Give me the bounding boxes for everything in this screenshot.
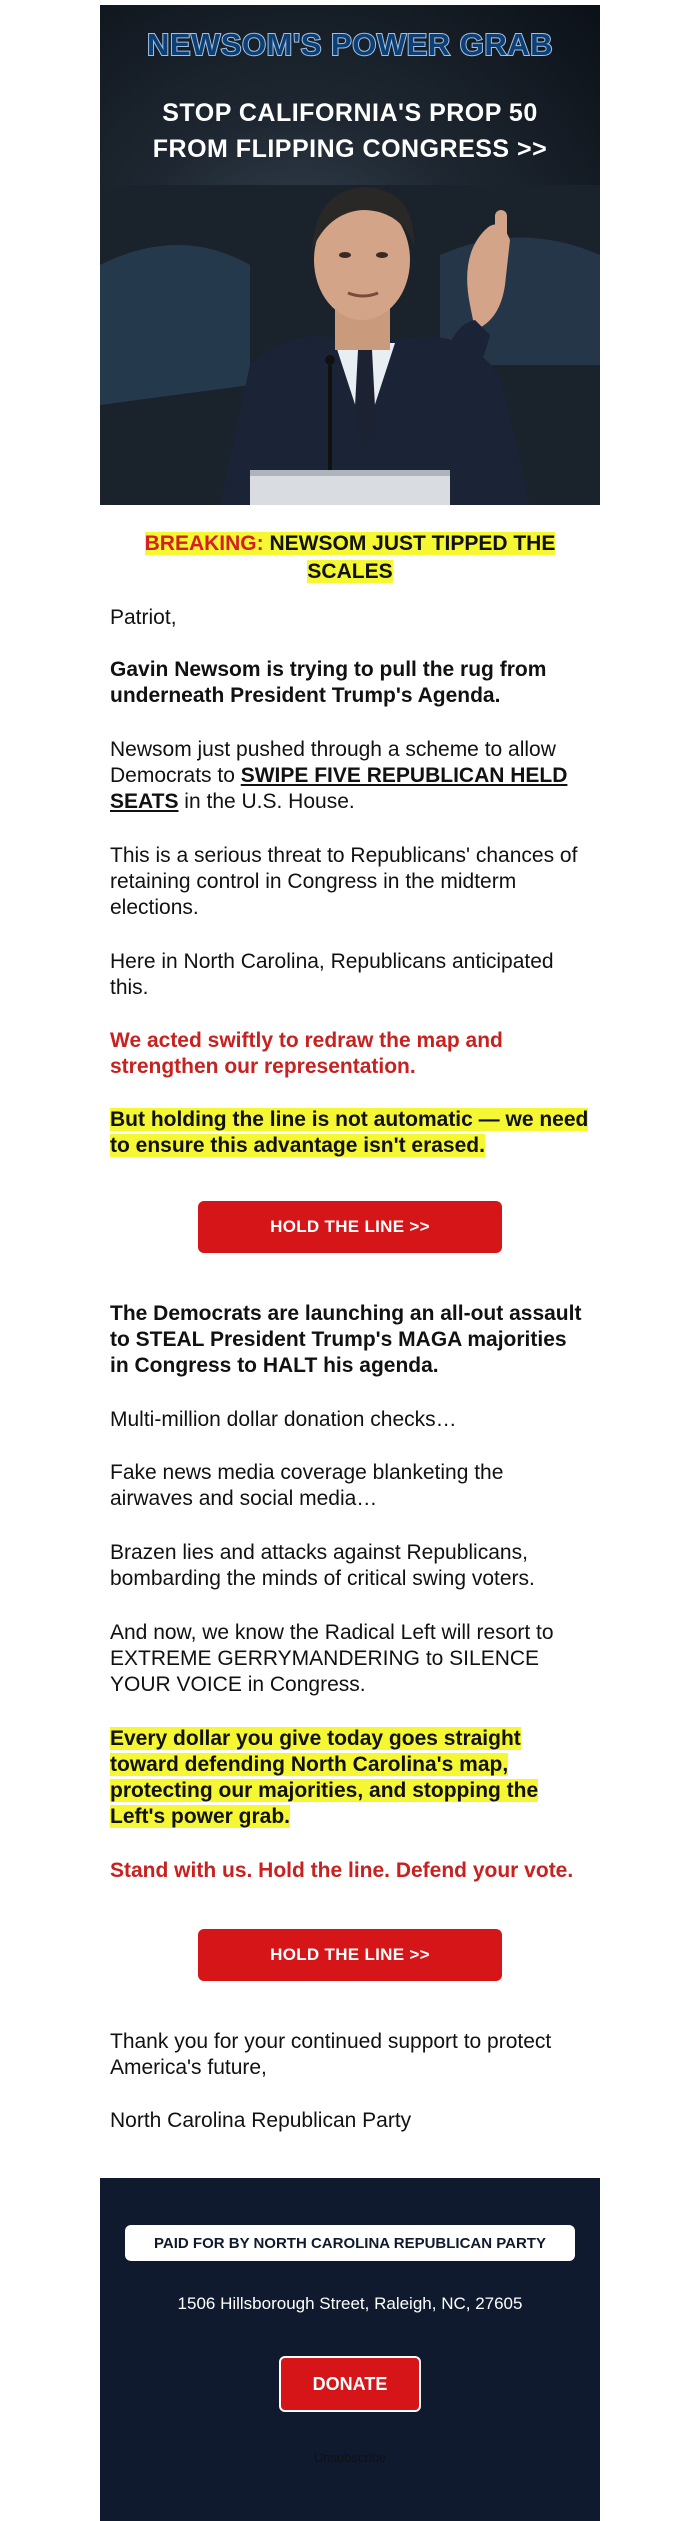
paragraph-12: Every dollar you give today goes straight toward defending North Carolina's map, protecting our majorities, and stopping the Left's power grab.	[110, 1727, 539, 1828]
breaking-headline	[100, 530, 600, 586]
paragraph-10: Brazen lies and attacks against Republicans, bombarding the minds of critical swing voters.	[110, 1541, 535, 1590]
paragraph-13: Stand with us. Hold the line. Defend your vote.	[110, 1859, 574, 1882]
hero-title: NEWSOM'S POWER GRAB	[146, 27, 554, 62]
paid-for-disclaimer: PAID FOR BY NORTH CAROLINA REPUBLICAN PARTY	[125, 2225, 575, 2261]
paragraph-2: Newsom just pushed through a scheme to allow Democrats to SWIPE FIVE REPUBLICAN HELD SEATS in the U.S. House.	[110, 738, 568, 813]
paragraph-8: Multi-million dollar donation checks…	[110, 1408, 457, 1431]
paragraph-11: And now, we know the Radical Left will resort to EXTREME GERRYMANDERING to SILENCE YOUR VOICE in Congress.	[110, 1621, 554, 1696]
greeting: Patriot,	[110, 606, 177, 629]
donate-button[interactable]: DONATE	[279, 2356, 421, 2412]
breaking-label: BREAKING:	[144, 532, 264, 555]
headline-line1: NEWSOM JUST TIPPED THE	[269, 532, 556, 555]
paragraph-9: Fake news media coverage blanketing the airwaves and social media…	[110, 1461, 504, 1510]
hero-subtitle-line1: STOP CALIFORNIA'S PROP 50	[162, 99, 538, 127]
hold-the-line-button-2[interactable]: HOLD THE LINE >>	[198, 1929, 502, 1981]
hero-photo	[100, 5, 600, 505]
paragraph-14: Thank you for your continued support to protect America's future,	[110, 2030, 552, 2079]
paragraph-6: But holding the line is not automatic — we need to ensure this advantage isn't erased.	[110, 1108, 589, 1157]
paragraph-5: We acted swiftly to redraw the map and strengthen our representation.	[110, 1029, 503, 1078]
hero-subtitle[interactable]	[120, 95, 580, 167]
paragraph-3: This is a serious threat to Republicans' chances of retaining control in Congress in the midterm elections.	[110, 844, 578, 919]
hero-banner[interactable]	[100, 5, 600, 505]
hold-the-line-button[interactable]: HOLD THE LINE >>	[198, 1201, 502, 1253]
signature: North Carolina Republican Party	[110, 2109, 412, 2132]
headline-line2: SCALES	[307, 560, 393, 583]
paragraph-1: Gavin Newsom is trying to pull the rug from underneath President Trump's Agenda.	[110, 658, 547, 707]
hero-subtitle-line2: FROM FLIPPING CONGRESS >>	[152, 135, 548, 163]
address: 1506 Hillsborough Street, Raleigh, NC, 27605	[177, 2294, 523, 2313]
paragraph-7: The Democrats are launching an all-out assault to STEAL President Trump's MAGA majorities in Congress to HALT his agenda.	[110, 1302, 582, 1377]
swipe-seats-link[interactable]: SWIPE FIVE REPUBLICAN HELD SEATS	[110, 764, 568, 813]
footer	[100, 2178, 600, 2521]
paragraph-4: Here in North Carolina, Republicans anticipated this.	[110, 950, 554, 999]
unsubscribe-link[interactable]: Unsubscribe	[313, 2450, 387, 2465]
